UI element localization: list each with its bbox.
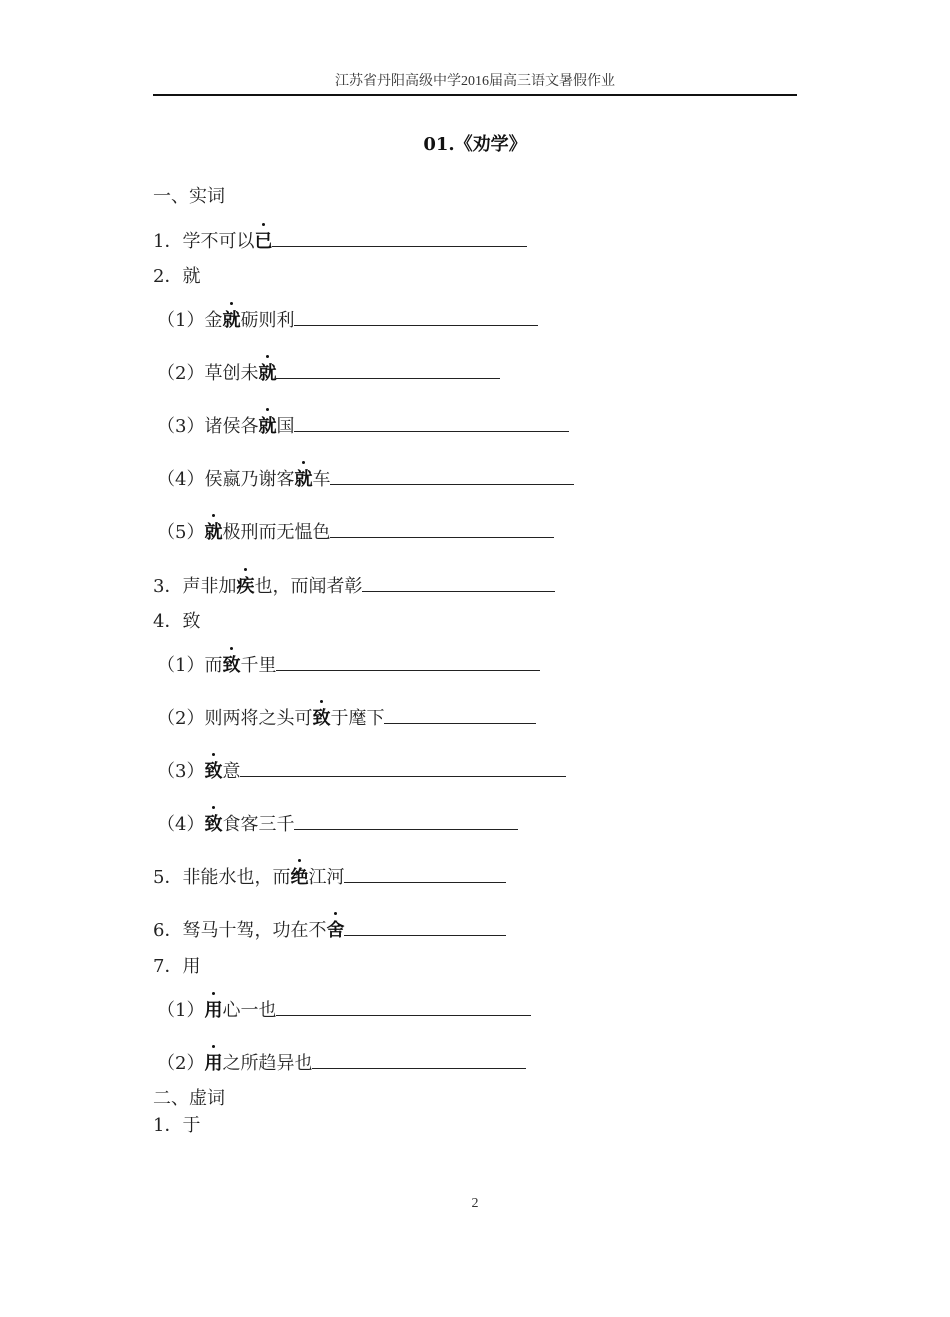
answer-blank[interactable] — [276, 360, 500, 379]
question-4-2: （2）则两将之头可致于麾下 — [157, 705, 536, 731]
key-character: 绝 — [290, 867, 309, 888]
section-heading-content-words: 一、实词 — [153, 186, 225, 207]
key-character: 就 — [258, 363, 277, 384]
key-character: 就 — [258, 416, 277, 437]
question-7-heading: 7．用 — [153, 956, 201, 977]
answer-blank[interactable] — [344, 864, 506, 883]
key-character: 就 — [222, 310, 241, 331]
section-heading-function-words: 二、虚词 — [153, 1088, 225, 1109]
answer-blank[interactable] — [330, 519, 554, 538]
question-3: 3．声非加疾也，而闻者彰 — [153, 573, 555, 599]
key-character: 致 — [204, 814, 223, 835]
question-2-3: （3）诸侯各就国 — [157, 413, 569, 439]
answer-blank[interactable] — [330, 466, 574, 485]
key-character: 就 — [204, 522, 223, 543]
question-4-heading: 4．致 — [153, 611, 201, 632]
answer-blank[interactable] — [344, 917, 506, 936]
key-character: 舍 — [326, 920, 345, 941]
answer-blank[interactable] — [362, 573, 555, 592]
question-text: 1．学不可以 — [153, 231, 255, 252]
answer-blank[interactable] — [294, 811, 518, 830]
answer-blank[interactable] — [312, 1050, 526, 1069]
answer-blank[interactable] — [384, 705, 536, 724]
key-character: 致 — [312, 708, 331, 729]
answer-blank[interactable] — [240, 758, 566, 777]
page-header: 江苏省丹阳高级中学2016届高三语文暑假作业 — [153, 73, 797, 96]
question-4-3: （3）致意 — [157, 758, 566, 784]
answer-blank[interactable] — [276, 652, 540, 671]
question-2-5: （5）就极刑而无愠色 — [157, 519, 554, 545]
answer-blank[interactable] — [272, 228, 527, 247]
question-4-4: （4）致食客三千 — [157, 811, 518, 837]
question-2-1: （1）金就砺则利 — [157, 307, 538, 333]
answer-blank[interactable] — [294, 413, 569, 432]
question-2-heading: 2．就 — [153, 266, 201, 287]
key-character: 用 — [204, 1000, 223, 1021]
question-7-1: （1）用心一也 — [157, 997, 531, 1023]
key-character: 就 — [294, 469, 313, 490]
question-5: 5．非能水也，而绝江河 — [153, 864, 506, 890]
answer-blank[interactable] — [276, 997, 531, 1016]
question-6: 6．驽马十驾，功在不舍 — [153, 917, 506, 943]
key-character: 疾 — [236, 576, 255, 597]
question-2-4: （4）侯嬴乃谢客就车 — [157, 466, 574, 492]
page-number: 2 — [471, 1196, 479, 1211]
question-2-2: （2）草创未就 — [157, 360, 500, 386]
question-4-1: （1）而致千里 — [157, 652, 540, 678]
answer-blank[interactable] — [294, 307, 538, 326]
question-7-2: （2）用之所趋异也 — [157, 1050, 526, 1076]
key-character: 致 — [204, 761, 223, 782]
function-word-question-1: 1．于 — [153, 1115, 201, 1136]
key-character: 用 — [204, 1053, 223, 1074]
key-character: 致 — [222, 655, 241, 676]
lesson-title: 01.《劝学》 — [423, 134, 527, 155]
key-character: 已 — [254, 231, 273, 252]
question-1 — [153, 228, 527, 254]
